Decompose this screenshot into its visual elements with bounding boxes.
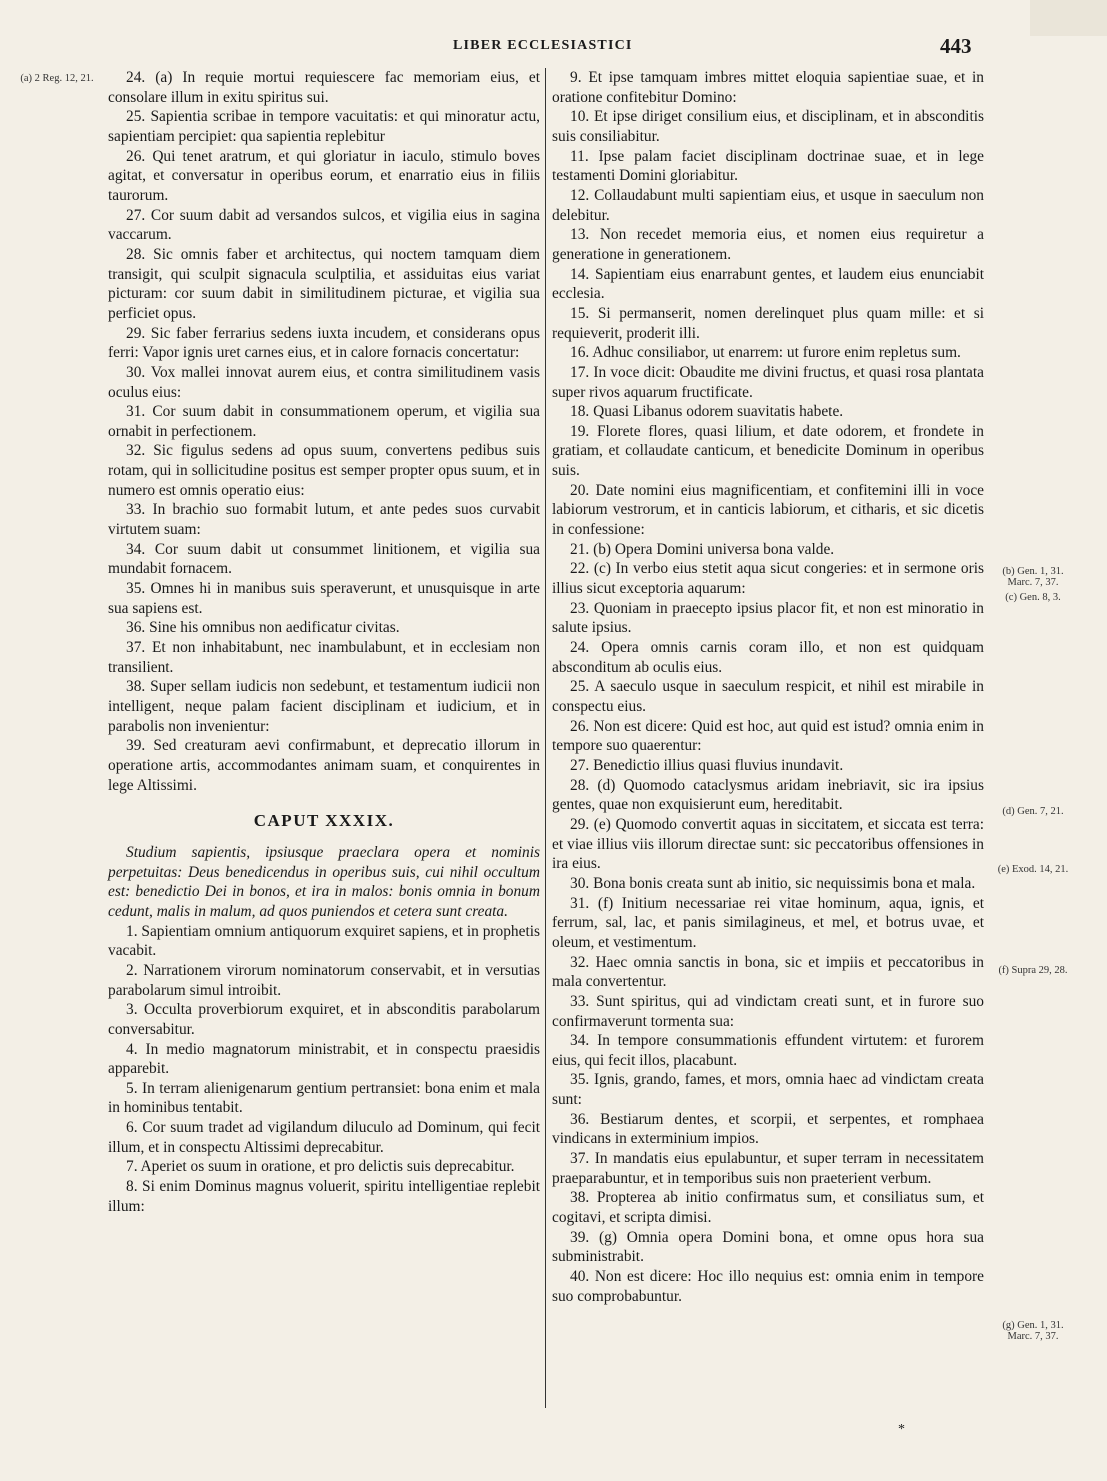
verse: 7. Aperiet os suum in oratione, et pro delictis suis deprecabitur. (126, 1158, 515, 1176)
verse: 19. Florete flores, quasi lilium, et date odorem, et frondete in gratiam, et collaudate canticum, et benedicite Dominum in operibus suis. (552, 422, 984, 480)
verse: 1. Sapientiam omnium antiquorum exquiret sapiens, et in prophetis vacabit. (108, 922, 540, 960)
verses-after-chapter (108, 922, 540, 1217)
verse: 35. Ignis, grando, fames, et mors, omnia haec ad vindictam creata sunt: (552, 1071, 984, 1109)
verse: 27. Benedictio illius quasi fluvius inundavit. (570, 756, 844, 774)
verse: 11. Ipse palam faciet disciplinam doctrinae suae, et in lege testamenti Domini gloriabitur. (552, 147, 984, 185)
verse: 5. In terram alienigenarum gentium pertransiet: bona enim et mala in hominibus tentabit. (108, 1079, 540, 1117)
verse: 28. Sic omnis faber et architectus, qui noctem tamquam diem transigit, qui sculpit signacula sculptilia, et assiduitas eius variat picturam: cor suum dabit in similitudinem picturae, et vigilia sua perficiet opus. (108, 245, 540, 322)
margin-note-d: (d) Gen. 7, 21. (1002, 806, 1064, 817)
verse: 29. Sic faber ferrarius sedens iuxta incudem, et considerans opus ferri: Vapor ignis uret carnes eius, et in calore fornacis concertatur: (108, 324, 540, 362)
verse: 36. Bestiarum dentes, et scorpii, et serpentes, et romphaea vindicans in exterminium impios. (552, 1110, 984, 1148)
verse: 2. Narrationem virorum nominatorum conservabit, et in versutias parabolarum simul introibit. (108, 961, 540, 999)
verse: 26. Qui tenet aratrum, et qui gloriatur in iaculo, stimulo boves agitat, et conversatur in operibus eorum, et enarratio eius in filiis taurorum. (108, 147, 540, 204)
verse: 30. Bona bonis creata sunt ab initio, sic nequissimis bona et mala. (570, 874, 976, 892)
verse: 24. Opera omnis carnis coram illo, et non est quidquam absconditum ab oculis eius. (552, 639, 984, 676)
verse: 36. Sine his omnibus non aedificatur civitas. (126, 619, 400, 637)
verse: 34. Cor suum dabit ut consummet linitionem, et vigilia sua mundabit fornacem. (108, 540, 540, 578)
verse: 32. Sic figulus sedens ad opus suum, convertens pedibus suis rotam, qui in sollicitudine positus est semper propter opus suum, et in numero est omnis operatio eius: (108, 442, 540, 499)
verse: 3. Occulta proverbiorum exquiret, et in absconditis parabolarum conversabitur. (108, 1001, 540, 1038)
margin-note-c: (c) Gen. 8, 3. (1005, 592, 1061, 603)
verse: 39. (g) Omnia opera Domini bona, et omne opus hora sua subministrabit. (552, 1228, 984, 1266)
verse: 17. In voce dicit: Obaudite me divini fructus, et quasi rosa plantata super rivos aquarum fructificate. (552, 363, 984, 401)
verse: 38. Propterea ab initio confirmatus sum, et consiliatus sum, et cogitavi, et scripta dimisi. (552, 1189, 984, 1227)
verse: 16. Adhuc consiliabor, ut enarrem: ut furore enim repletus sum. (570, 344, 961, 362)
margin-note-b: (b) Gen. 1, 31. Marc. 7, 37. (1002, 566, 1064, 588)
chapter-summary: Studium sapientis, ipsiusque praeclara opera et nominis perpetuitas: Deus benedicendus in operibus suis, cui nihil occultum est: benedictio Dei in bonos, et ira in malos: bonis omnia in bonum cedunt, malis in malum, ad quos puniendos et cetera sunt creata. (108, 843, 540, 920)
margin-note-a: (a) 2 Reg. 12, 21. (20, 73, 94, 84)
verse: 10. Et ipse diriget consilium eius, et disciplinam, et in absconditis suis consiliabitur. (552, 108, 984, 145)
verse: 30. Vox mallei innovat aurem eius, et contra similitudinem vasis oculus eius: (108, 363, 540, 401)
verse: 14. Sapientiam eius enarrabunt gentes, et laudem eius enunciabit ecclesia. (552, 265, 984, 303)
verse: 37. In mandatis eius epulabuntur, et super terram in necessitatem praeparabuntur, et in temporibus suis non praeterient verbum. (552, 1150, 984, 1187)
right-verses (552, 68, 984, 1306)
verse: 27. Cor suum dabit ad versandos sulcos, et vigilia eius in sagina vaccarum. (108, 206, 540, 244)
verse: 33. Sunt spiritus, qui ad vindictam creati sunt, et in furore suo confirmaverunt tormenta sua: (552, 992, 984, 1030)
verse: 34. In tempore consummationis effundent virtutem: et furorem eius, qui fecit illos, placabunt. (552, 1032, 984, 1069)
verse: 23. Quoniam in praecepto ipsius placor fit, et non est minoratio in salute ipsius. (552, 599, 984, 637)
margin-note-f: (f) Supra 29, 28. (998, 965, 1068, 976)
verse: 6. Cor suum tradet ad vigilandum diluculo ad Dominum, qui fecit illum, et in conspectu Altissimi deprecabitur. (108, 1119, 540, 1156)
left-column (108, 68, 540, 1216)
verse: 32. Haec omnia sanctis in bona, sic et impiis et peccatoribus in mala convertentur. (552, 953, 984, 991)
chapter-heading: CAPUT XXXIX. (253, 811, 395, 831)
verse: 22. (c) In verbo eius stetit aqua sicut congeries: et in sermone oris illius sicut exceptoria aquarum: (552, 560, 984, 598)
verse: 33. In brachio suo formabit lutum, et ante pedes suos curvabit virtutem suam: (108, 501, 540, 539)
verse: 31. (f) Initium necessariae rei vitae hominum, aqua, ignis, et ferrum, sal, lac, et panis similagineus, et mel, et botrus uvae, et oleum, et vestimentum. (552, 894, 984, 951)
running-title: LIBER ECCLESIASTICI (453, 38, 633, 53)
page-number: 443 (940, 34, 972, 58)
verse: 37. Et non inhabitabunt, nec inambulabunt, et in ecclesiam non transilient. (108, 639, 540, 676)
verse: 31. Cor suum dabit in consummationem operum, et vigilia sua ornabit in perfectionem. (108, 403, 540, 440)
margin-note-g: (g) Gen. 1, 31. Marc. 7, 37. (1002, 1320, 1064, 1342)
verse: 26. Non est dicere: Quid est hoc, aut quid est istud? omnia enim in tempore suo quaerentur: (552, 717, 984, 755)
verse: 39. Sed creaturam aevi confirmabunt, et deprecatio illorum in operatione artis, accommodantes animam suam, et conquirentes in lege Altissimi. (108, 737, 540, 794)
verse: 35. Omnes hi in manibus suis speraverunt, et unusquisque in arte sua sapiens est. (108, 580, 540, 617)
verse: 21. (b) Opera Domini universa bona valde. (570, 540, 835, 558)
column-divider (545, 68, 546, 1408)
verse: 24. (a) In requie mortui requiescere fac memoriam eius, et consolare illum in exitu spiritus sui. (108, 69, 540, 106)
verse: 25. Sapientia scribae in tempore vacuitatis: et qui minoratur actu, sapientiam percipiet: qua sapientia replebitur (108, 108, 540, 145)
running-head (0, 34, 1107, 58)
verse: 12. Collaudabunt multi sapientiam eius, et usque in saeculum non delebitur. (552, 186, 984, 224)
margin-note-e: (e) Exod. 14, 21. (997, 864, 1069, 875)
verse: 25. A saeculo usque in saeculum respicit, et nihil est mirabile in conspectu eius. (552, 678, 984, 715)
verse: 38. Super sellam iudicis non sedebunt, et testamentum iudicii non intelligent, neque palam facient disciplinam et iudicium, et in parabolis non invenientur: (108, 678, 540, 735)
verses-before-chapter (108, 68, 540, 795)
verse: 8. Si enim Dominus magnus voluerit, spiritu intelligentiae replebit illum: (108, 1178, 540, 1215)
verse: 28. (d) Quomodo cataclysmus aridam inebriavit, sic ira ipsius gentes, quae non exquisierunt eum, hereditabit. (552, 776, 984, 814)
right-column (552, 68, 984, 1306)
verse: 15. Si permanserit, nomen derelinquet plus quam mille: et si requieverit, proderit illi. (552, 304, 984, 342)
verse: 9. Et ipse tamquam imbres mittet eloquia sapientiae suae, et in oratione confitebitur Domino: (552, 69, 984, 106)
end-mark: * (898, 1422, 905, 1437)
verse: 13. Non recedet memoria eius, et nomen eius requiretur a generatione in generationem. (552, 226, 984, 263)
verse: 40. Non est dicere: Hoc illo nequius est: omnia enim in tempore suo comprobabuntur. (552, 1268, 984, 1305)
verse: 18. Quasi Libanus odorem suavitatis habete. (570, 403, 844, 421)
page-stain (1030, 0, 1107, 36)
verse: 20. Date nomini eius magnificentiam, et confitemini illi in voce labiorum vestrorum, et in canticis labiorum, et citharis, et sic dicetis in confessione: (552, 481, 984, 539)
verse: 29. (e) Quomodo convertit aquas in siccitatem, et siccata est terra: et viae illius viis illorum directae sunt: sic peccatoribus offensiones in ira eius. (552, 815, 984, 873)
verse: 4. In medio magnatorum ministrabit, et in conspectu praesidis apparebit. (108, 1040, 540, 1078)
